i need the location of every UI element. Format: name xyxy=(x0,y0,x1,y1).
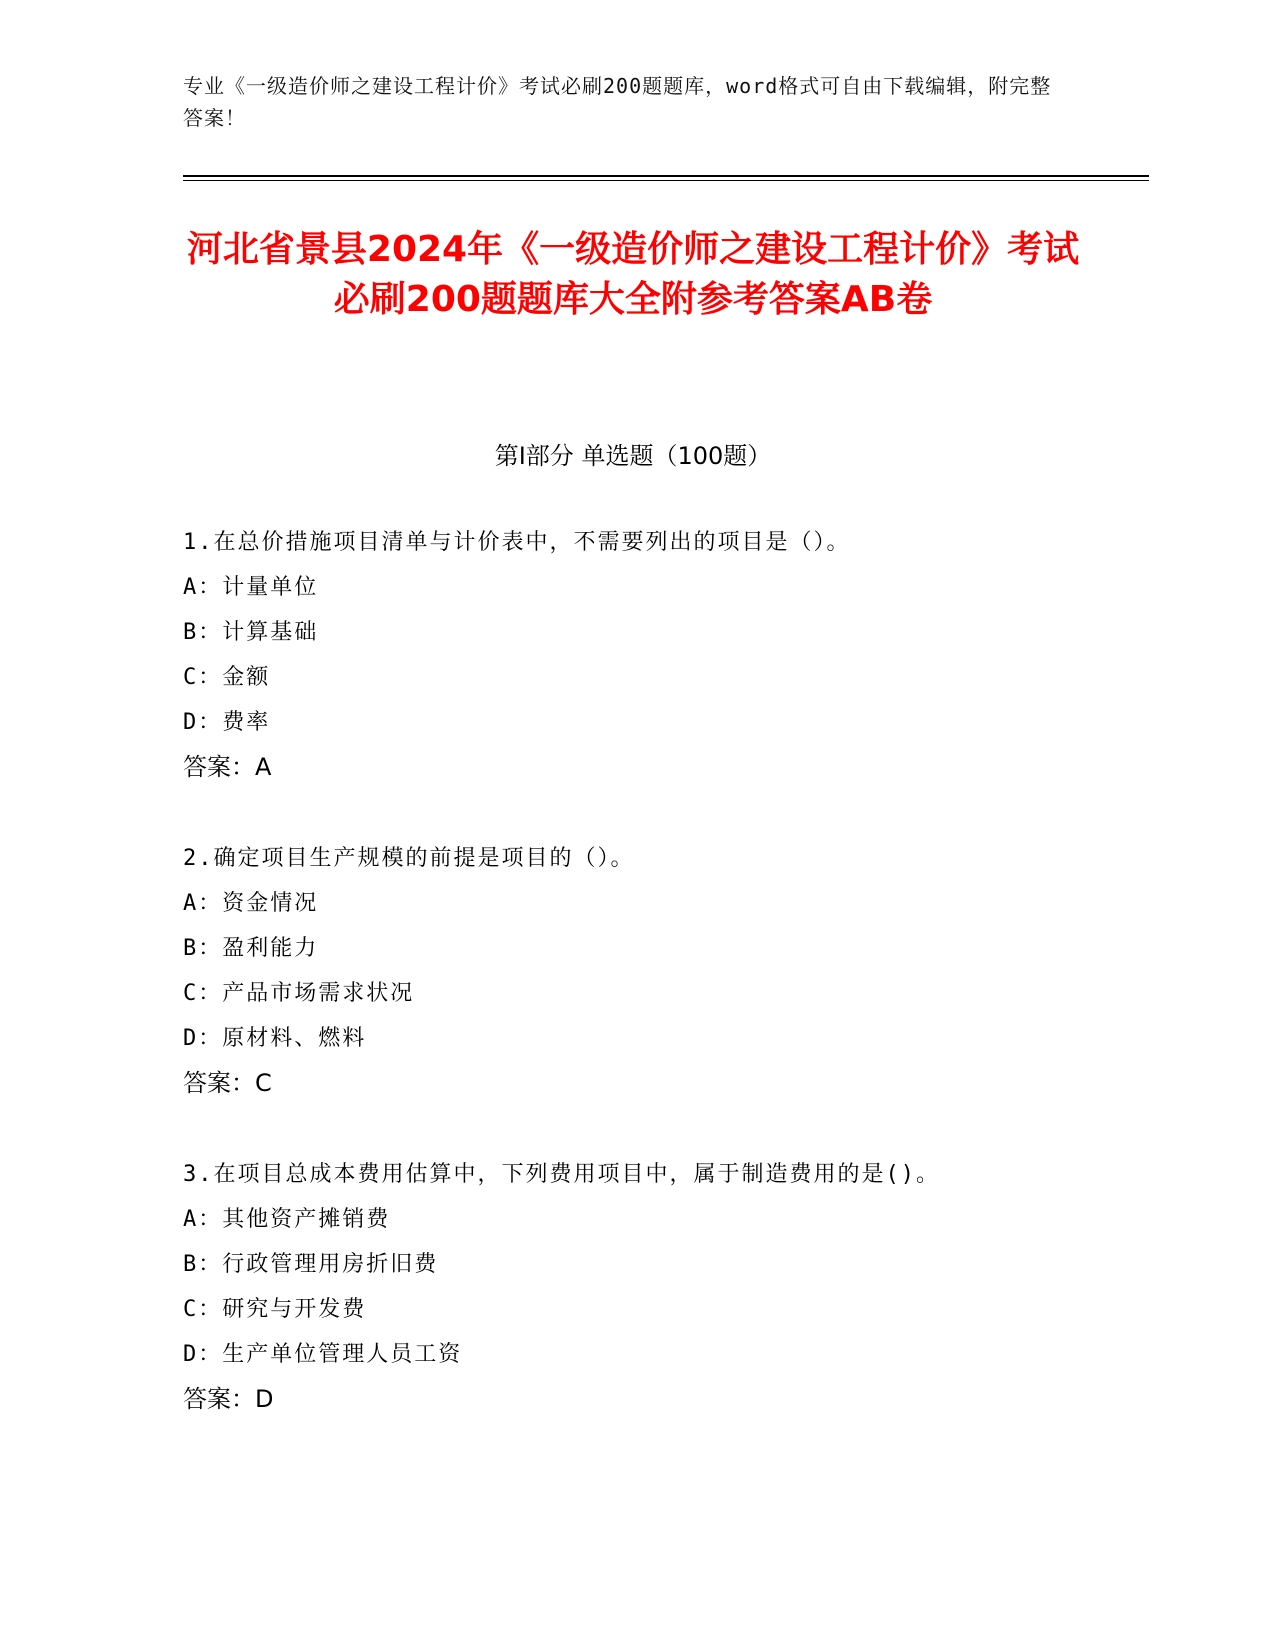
question-3 xyxy=(183,1152,1063,1422)
question-stem: 3.在项目总成本费用估算中，下列费用项目中，属于制造费用的是()。 xyxy=(183,1162,940,1187)
question-stem: 1.在总价措施项目清单与计价表中，不需要列出的项目是（）。 xyxy=(183,530,851,555)
question-stem: 2.确定项目生产规模的前提是项目的（）。 xyxy=(183,846,635,871)
answer: 答案：C xyxy=(183,1069,272,1097)
option-b: B：计算基础 xyxy=(183,620,319,645)
option-c: C：金额 xyxy=(183,665,271,690)
option-d: D：生产单位管理人员工资 xyxy=(183,1342,463,1367)
question-1 xyxy=(183,520,1063,790)
option-b: B：行政管理用房折旧费 xyxy=(183,1252,439,1277)
answer: 答案：D xyxy=(183,1385,274,1413)
option-d: D：费率 xyxy=(183,710,271,735)
header-rule-thick xyxy=(183,175,1149,177)
option-a: A：计量单位 xyxy=(183,575,319,600)
header-note: 专业《一级造价师之建设工程计价》考试必刷200题题库，word格式可自由下载编辑，附完整答案！ xyxy=(183,74,1052,130)
option-c: C：产品市场需求状况 xyxy=(183,981,415,1006)
question-2 xyxy=(183,836,1063,1106)
section-heading: 第Ⅰ部分 单选题（100题） xyxy=(494,442,772,470)
document-title: 河北省景县2024年《一级造价师之建设工程计价》考试必刷200题题库大全附参考答案AB卷 xyxy=(186,229,1080,320)
option-a: A：其他资产摊销费 xyxy=(183,1207,391,1232)
answer: 答案：A xyxy=(183,753,272,781)
option-a: A：资金情况 xyxy=(183,891,319,916)
option-b: B：盈利能力 xyxy=(183,936,319,961)
question-list xyxy=(183,520,1063,1468)
option-c: C：研究与开发费 xyxy=(183,1297,367,1322)
option-d: D：原材料、燃料 xyxy=(183,1026,367,1051)
header-rule-thin xyxy=(183,180,1149,181)
